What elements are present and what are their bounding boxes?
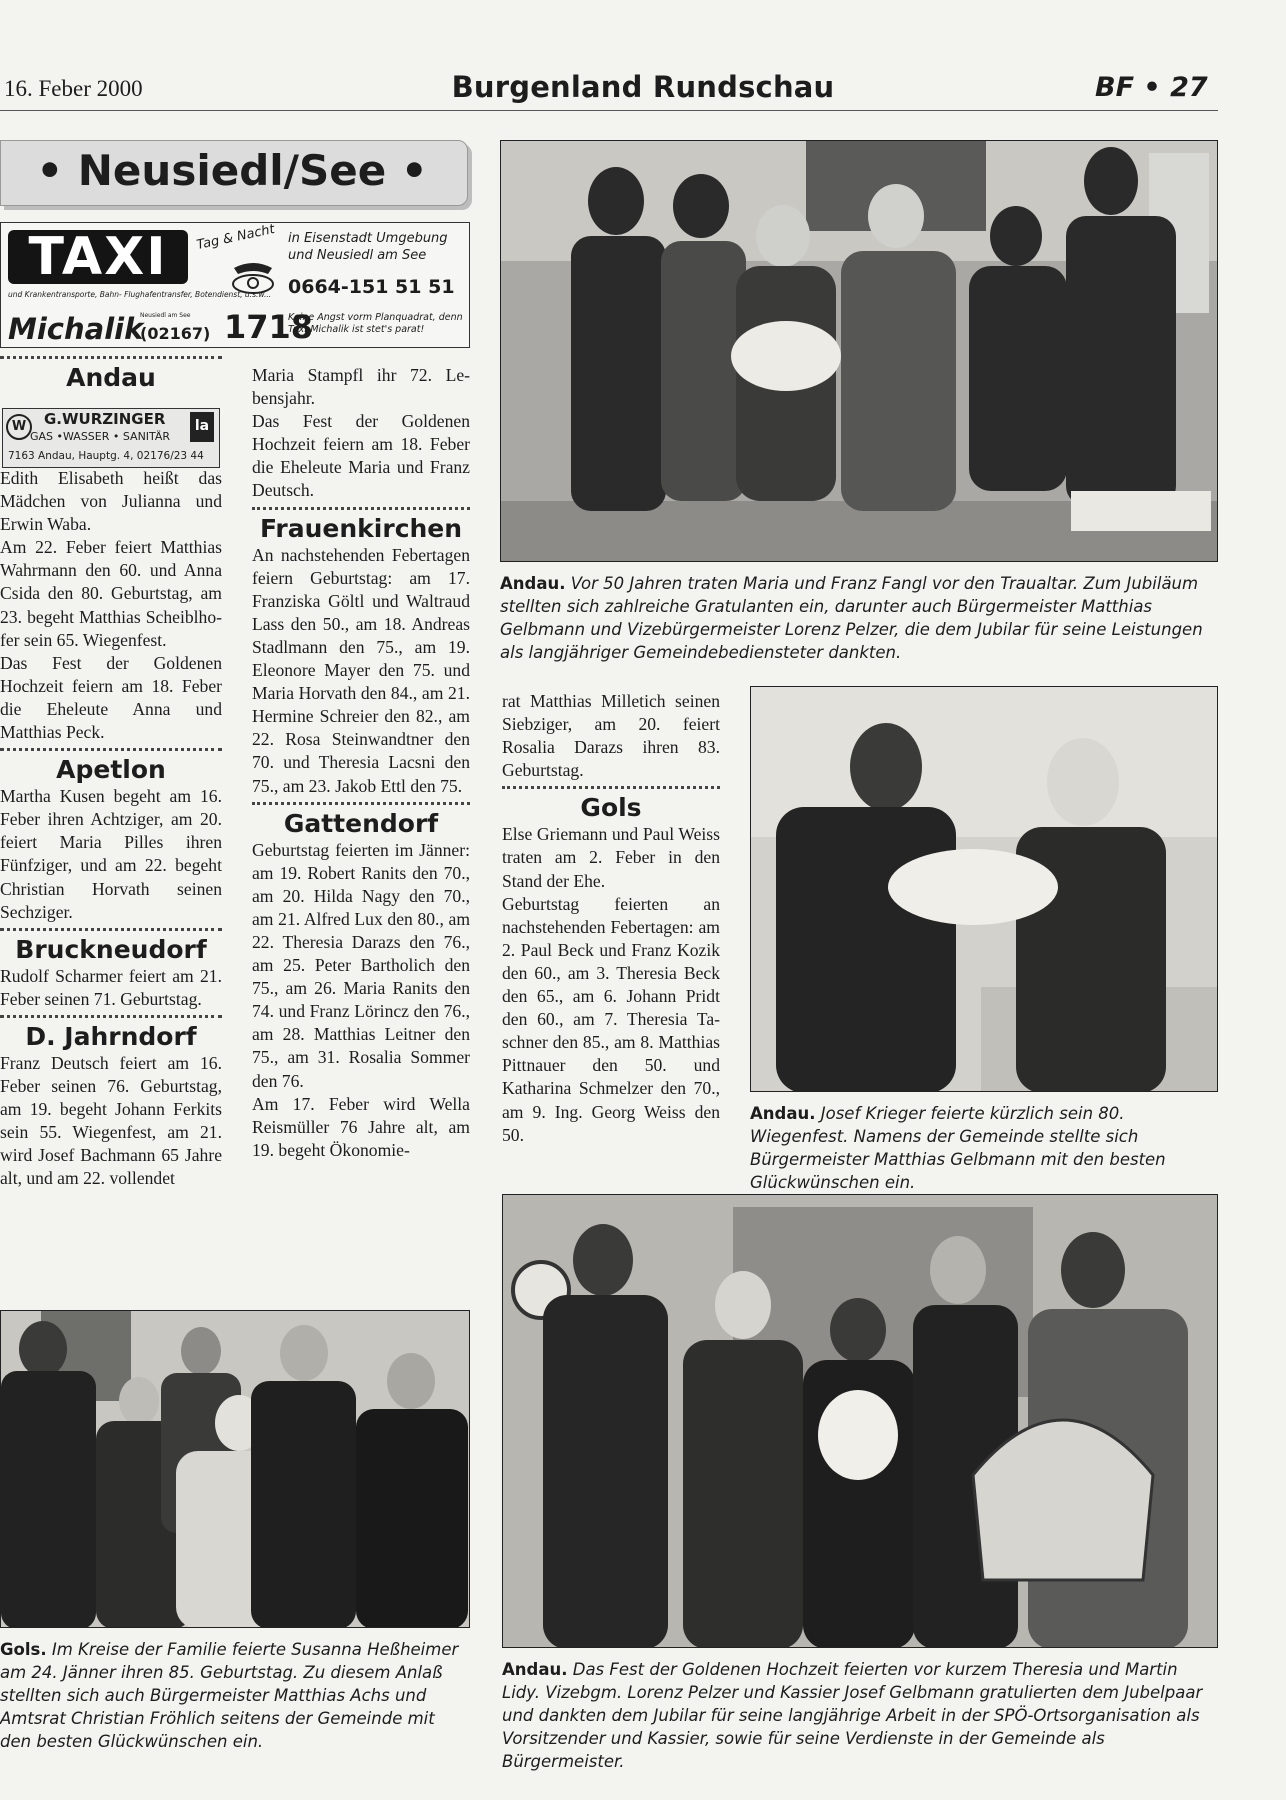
photo-gols-hessheimer-85 [0,1310,470,1628]
taxi-logo: TAXI [8,230,188,284]
divider [0,356,222,359]
divider [502,786,720,789]
caption-photo-1 [500,572,1218,664]
heading-andau: Andau [66,363,156,392]
heading-d-jahrndorf: D. Jahrndorf [25,1021,197,1051]
page-number: BF • 27 [1095,72,1208,103]
taxi-tagline: Tag & Nacht [195,221,277,254]
caption-photo-4 [502,1658,1218,1773]
apetlon-paragraph: Martha Kusen begeht am 16. Feber ihren Achtziger, am 20. feiert Maria Pilles ihren Fünfziger, und am 22. begeht Christian Horvath seinen Sechziger. [0,786,222,922]
photo-andau-krieger-80 [750,686,1218,1092]
taxi-mobile-number: 0664-151 51 51 [288,276,455,298]
caption-text: Vor 50 Jahren traten Maria und Franz Fangl vor den Traualtar. Zum Jubiläum stellten sich zahlreiche Gratulanten ein, darunter auch Bürgermeister Matthias Gelbmann und Vizebürgermeister Lorenz Pelzer, die dem Jubilar für seine Leistungen als langjähriger Gemeindebediensteter dankten. [500,574,1203,662]
caption-place: Andau. [502,1660,568,1679]
d-jahrndorf-paragraph: Franz Deutsch feiert am 16. Feber seinen 76. Geburtstag, am 19. begeht Johann Ferkits sein 55. Wiegenfest, am 21. wird Josef Bachmann 65 Jahre alt, und am 22. vollendet [0,1052,222,1189]
taxi-area-code: (02167) [140,324,211,343]
caption-text: Das Fest der Goldenen Hochzeit feierten vor kurzem Theresia und Martin Lidy. Vizebgm. Lorenz Pelzer und Kassier Josef Gelbmann gratulierten dem Jubelpaar und dankten dem Jubilar für seine langjährige Arbeit in der SPÖ-Ortsorganisation als Vorsitzender und Kassier, sowie für seine Verdienste in der Gemeinde als Bürgermeister. [502,1660,1203,1771]
taxi-service-area: in Eisenstadt Umgebung und Neusiedl am See [288,231,448,263]
photo-image [501,141,1218,562]
column-3 [502,690,720,1147]
caption-photo-3 [0,1638,470,1753]
divider [252,507,470,510]
taxi-services: und Krankentransporte, Bahn- Flughafentransfer, Botendienst, u.s.w... [8,290,272,299]
andau-paragraph-1: Edith Elisabeth heißt das Mädchen von Julianna und Erwin Waba. [0,468,222,535]
col2-continuation-1: Maria Stampfl ihr 72. Lebensjahr. [252,365,470,409]
issue-date: 16. Feber 2000 [4,76,143,101]
divider [0,1015,222,1018]
section-title: • Neusiedl/See • [36,146,428,195]
caption-place: Andau. [500,574,566,593]
andau-paragraph-2: Am 22. Feber feiert Matthias Wahrmann den 60. und Anna Csida den 80. Geburtstag, am 23. begeht Matthias Scheiblhofer sein 65. Wiegenfest. [0,537,222,650]
wurzinger-logo: W [6,414,32,440]
caption-place: Andau. [750,1104,816,1123]
taxi-phone-number: 1718 [224,308,314,346]
caption-photo-2 [750,1102,1218,1194]
col2-continuation-2: Das Fest der Goldenen Hochzeit feiern am 18. Feber die Eheleute Maria und Franz Deutsch. [252,411,470,501]
andau-paragraph-3: Das Fest der Goldenen Hochzeit feiern am 18. Feber die Eheleute Anna und Matthias Peck. [0,652,222,743]
taxi-company-name: Michalik [8,312,144,346]
gols-paragraph-1: Else Griemann und Paul Weiss traten am 2. Feber in den Stand der Ehe. [502,824,720,891]
heading-bruckneudorf: Bruckneudorf [15,934,207,964]
wurzinger-badge: la [190,412,214,442]
divider [0,928,222,931]
gattendorf-paragraph-1: Geburtstag feierten im Jänner: am 19. Robert Ranits den 70., am 20. Hilda Nagy den 70., am 21. Alfred Lux den 80., am 22. Theresia Darazs den 76., am 25. Peter Bartholich den 75., am 26. Maria Ranits den 74. und Franz Lörincz den 76., am 28. Matthias Leitner den 75., am 31. Rosalia Sommer den 76. [252,839,470,1091]
heading-gattendorf: Gattendorf [283,808,439,838]
gols-paragraph-2: Geburtstag feierten an nachstehenden Febertagen: am 2. Paul Beck und Franz Kozik den 60., am 3. Theresia Beck den 65., am 6. Johann Pridt den 60., am 7. Theresia Taschner den 85., am 8. Matthias Pittnauer den 50. und Katharina Schmelzer den 70., am 9. Ing. Georg Weiss den 50. [502,893,720,1145]
wurzinger-name: G.WURZINGER [44,410,166,428]
photo-image [503,1195,1218,1648]
photo-andau-golden-wedding-lidy [502,1194,1218,1648]
heading-gols: Gols [580,793,642,823]
gattendorf-paragraph-2: Am 17. Feber wird Wella Reismüller 76 Jahre alt, am 19. begeht Ökonomie- [252,1093,470,1160]
caption-text: Josef Krieger feierte kürzlich sein 80. Wiegenfest. Namens der Gemeinde stellte sich Bürgermeister Matthias Gelbmann mit den besten Glückwünschen ein. [750,1104,1166,1192]
frauenkirchen-paragraph: An nachstehenden Febertagen feiern Geburtstag: am 17. Franziska Göltl und Waltraud Lass den 50., am 18. Andreas Stadlmann den 75., am 19. Eleonore Mayer den 75. und Maria Horvath den 84., am 21. Hermine Schreier den 82., am 22. Rosa Steinwandtner den 70. und Theresia Lacsni den 75., am 23. Jakob Ettl den 75. [252,544,470,796]
column-1 [0,352,222,1190]
divider [0,748,222,751]
col3-continuation: rat Matthias Milletich seinen Siebziger, am 20. feiert Rosalia Darazs ihren 83. Geburtstag. [502,691,720,781]
telephone-icon [228,258,278,294]
taxi-local-label: Neusiedl am See [140,312,191,319]
taxi-slogan: Keine Angst vorm Planquadrat, denn Taxi-Michalik ist stet's parat! [288,312,463,335]
newspaper-title: Burgenland Rundschau [451,70,835,104]
wurzinger-address: 7163 Andau, Hauptg. 4, 02176/23 44 [8,450,204,462]
column-2 [252,364,470,1162]
bruckneudorf-paragraph: Rudolf Scharmer feiert am 21. Feber seinen 71. Geburtstag. [0,965,222,1009]
photo-image [1,1311,470,1628]
photo-image [751,687,1218,1092]
caption-place: Gols. [0,1640,47,1659]
heading-frauenkirchen: Frauenkirchen [259,513,463,543]
header-rule [0,110,1218,111]
caption-text: Im Kreise der Familie feierte Susanna Heßheimer am 24. Jänner ihren 85. Geburtstag. Zu diesem Anlaß stellten sich auch Bürgermeister Matthias Achs und Amtsrat Christian Fröhlich seitens der Gemeinde mit den besten Glückwünschen ein. [0,1640,459,1751]
divider [252,802,470,805]
wurzinger-trade: GAS •WASSER • SANITÄR [30,430,171,443]
photo-andau-golden-wedding-fangl [500,140,1218,562]
heading-apetlon: Apetlon [56,755,166,785]
